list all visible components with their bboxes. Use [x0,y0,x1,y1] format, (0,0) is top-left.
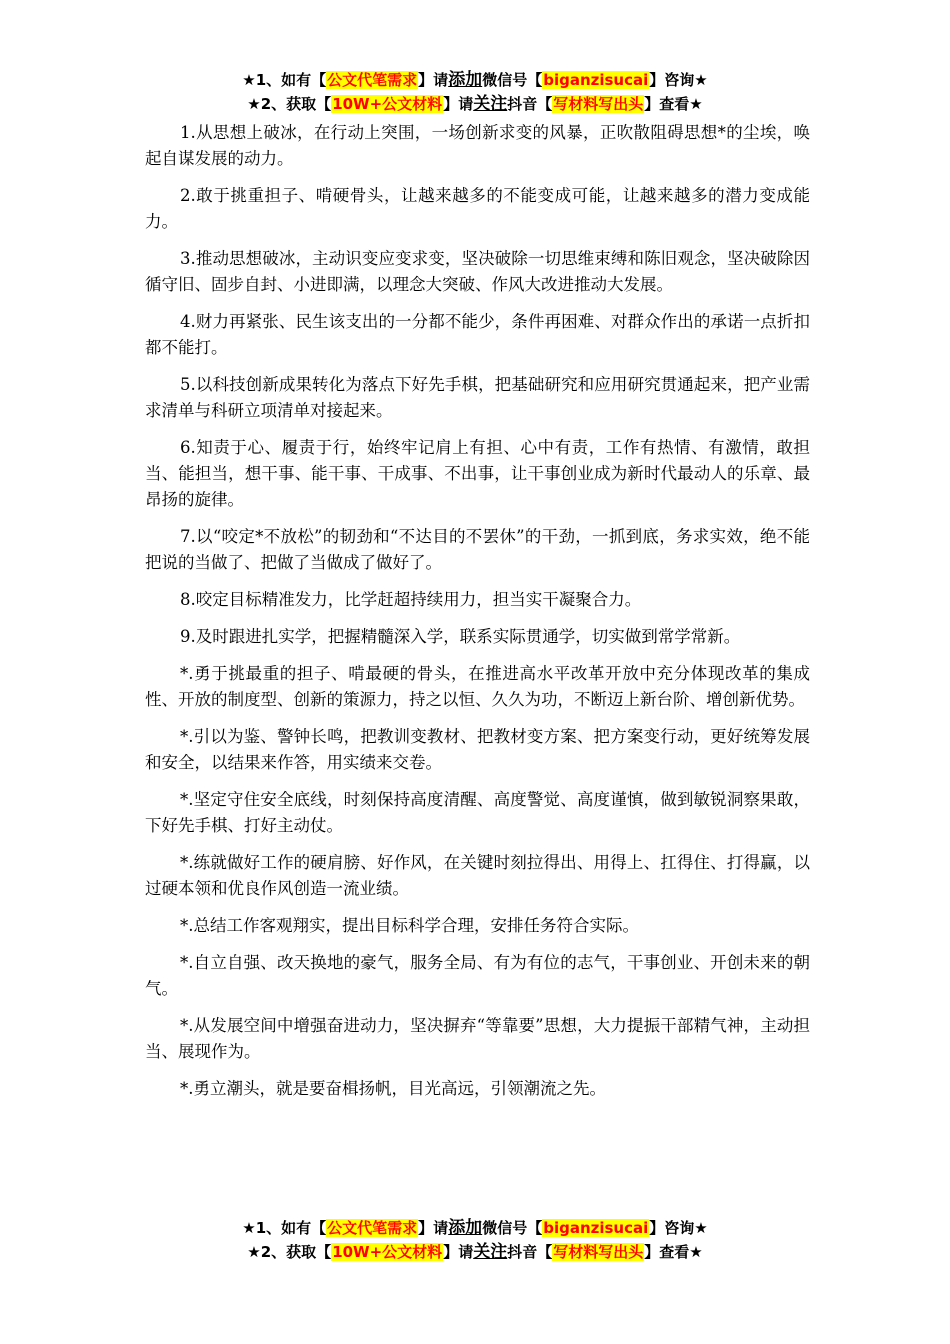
banner-line-2 [0,1240,950,1264]
header-banner [0,68,950,116]
paragraph-8: 8.咬定目标精准发力，比学赶超持续用力，担当实干凝聚合力。 [180,590,642,609]
banner-text: 抖音【 [507,95,553,113]
banner-text: 】请 [443,95,474,113]
highlight-materials: 10W+公文材料 [332,95,443,113]
paragraph-4: 4.财力再紧张、民生该支出的一分都不能少，条件再困难、对群众作出的承诺一点折扣都不能打。 [145,312,810,357]
emphasis-follow: 关注 [473,1242,508,1262]
banner-text: 】请 [418,71,449,89]
paragraph-7: 7.以“咬定*不放松”的韧劲和“不达目的不罢休”的干劲，一抓到底，务求实效，绝不能把说的当做了、把做了当做成了做好了。 [145,527,810,572]
banner-text: ★1、如有【 [242,71,327,89]
paragraph-5: 5.以科技创新成果转化为落点下好先手棋，把基础研究和应用研究贯通起来，把产业需求清单与科研立项清单对接起来。 [145,375,810,420]
banner-text: 】咨询★ [649,1219,708,1237]
banner-text: 】请 [443,1243,474,1261]
banner-text: 】咨询★ [649,71,708,89]
banner-text: 抖音【 [507,1243,553,1261]
highlight-service: 公文代笔需求 [327,1219,418,1237]
banner-text: ★2、获取【 [247,1243,332,1261]
paragraph-1: 1.从思想上破冰，在行动上突围，一场创新求变的风暴，正吹散阻碍思想*的尘埃，唤起自谋发展的动力。 [145,123,810,168]
highlight-materials: 10W+公文材料 [332,1243,443,1261]
highlight-douyin-account: 写材料写出头 [553,95,644,113]
emphasis-add: 添加 [448,70,483,90]
paragraph-15: *.自立自强、改天换地的豪气，服务全局、有为有位的志气，干事创业、开创未来的朝气。 [145,953,810,998]
banner-text: 】查看★ [644,95,703,113]
highlight-douyin-account: 写材料写出头 [553,1243,644,1261]
paragraph-2: 2.敢于挑重担子、啃硬骨头，让越来越多的不能变成可能，让越来越多的潜力变成能力。 [145,186,810,231]
banner-text: 】请 [418,1219,449,1237]
paragraph-9: 9.及时跟进扎实学，把握精髓深入学，联系实际贯通学，切实做到常学常新。 [180,627,741,646]
paragraph-3: 3.推动思想破冰，主动识变应变求变，坚决破除一切思维束缚和陈旧观念，坚决破除因循守旧、固步自封、小进即满，以理念大突破、作风大改进推动大发展。 [145,249,810,294]
paragraph-17: *.勇立潮头，就是要奋楫扬帆，目光高远，引领潮流之先。 [180,1079,606,1098]
banner-line-1 [0,1216,950,1240]
footer-banner [0,1216,950,1264]
banner-text: 微信号【 [482,1219,543,1237]
banner-line-1 [0,68,950,92]
document-body [145,120,810,1113]
paragraph-12: *.坚定守住安全底线，时刻保持高度清醒、高度警觉、高度谨慎，做到敏锐洞察果敢，下好先手棋、打好主动仗。 [145,790,810,835]
emphasis-add: 添加 [448,1218,483,1238]
paragraph-16: *.从发展空间中增强奋进动力，坚决摒弃“等靠要”思想，大力提振干部精气神，主动担当、展现作为。 [145,1016,810,1061]
paragraph-11: *.引以为鉴、警钟长鸣，把教训变教材、把教材变方案、把方案变行动，更好统筹发展和安全，以结果来作答，用实绩来交卷。 [145,727,810,772]
highlight-service: 公文代笔需求 [327,71,418,89]
banner-text: ★2、获取【 [247,95,332,113]
banner-line-2 [0,92,950,116]
banner-text: 微信号【 [482,71,543,89]
paragraph-14: *.总结工作客观翔实，提出目标科学合理，安排任务符合实际。 [180,916,639,935]
banner-text: ★1、如有【 [242,1219,327,1237]
highlight-wechat-id: biganzisucai [543,71,649,89]
paragraph-10: *.勇于挑最重的担子、啃最硬的骨头，在推进高水平改革开放中充分体现改革的集成性、开放的制度型、创新的策源力，持之以恒、久久为功，不断迈上新台阶、增创新优势。 [145,664,810,709]
emphasis-follow: 关注 [473,94,508,114]
banner-text: 】查看★ [644,1243,703,1261]
highlight-wechat-id: biganzisucai [543,1219,649,1237]
paragraph-6: 6.知责于心、履责于行，始终牢记肩上有担、心中有责，工作有热情、有激情，敢担当、能担当，想干事、能干事、干成事、不出事，让干事创业成为新时代最动人的乐章、最昂扬的旋律。 [145,438,810,509]
paragraph-13: *.练就做好工作的硬肩膀、好作风，在关键时刻拉得出、用得上、扛得住、打得赢，以过硬本领和优良作风创造一流业绩。 [145,853,810,898]
